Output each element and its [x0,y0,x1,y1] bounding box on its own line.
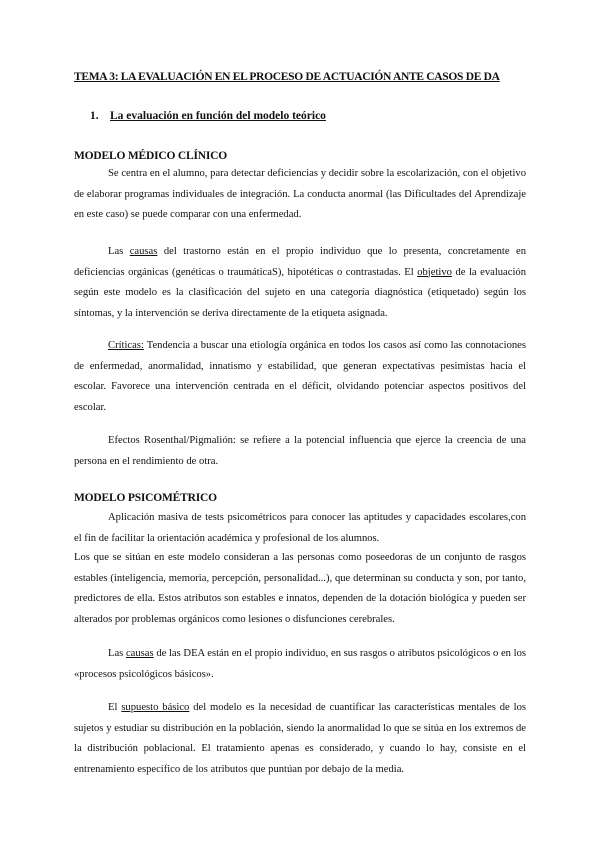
paragraph-supuesto-basico: El supuesto básico del modelo es la necesidad de cuantificar las características mentales de los sujetos y estudiar su distribución en la población, siendo la anormalidad lo que se sitúa en los extremos de la distribución poblacional. El tratamiento apenas es considerado, y cuando lo hay, consiste en el entrenamiento específico de los atributos que puntúan por debajo de la media. [74,702,526,775]
paragraph-medico-2: Las causas del trastorno están en el propio individuo que lo presenta, concretamente en deficiencias orgánicas (genéticas o traumáticaS), hipotéticas o contrastadas. El objetivo de la evaluación según este modelo es la clasificación del sujeto en una categoría diagnóstica (etiquetado) según los síntomas, y la intervención se deriva directamente de la etiqueta asignada. [74,246,527,319]
section-heading-psicometrico: MODELO PSICOMÉTRICO [74,492,217,504]
document-title: TEMA 3: LA EVALUACIÓN EN EL PROCESO DE ACTUACIÓN ANTE CASOS DE DA [74,71,500,83]
subheading [90,110,326,122]
section-heading-medico: MODELO MÉDICO CLÍNICO [74,150,227,162]
paragraph-psicometrico-1b: Los que se sitúan en este modelo consideran a las personas como poseedoras de un conjunto de rasgos estables (inteligencia, memoria, percepción, personalidad...), que determinan su conducta y son, por tanto, predictores de ella. Estos atributos son estables e innatos, dependen de la dotación biológica y pueden ser alterados por problemas orgánicos como lesiones o disfunciones cerebrales. [74,552,526,625]
paragraph-psicometrico-causas: Las causas de las DEA están en el propio individuo, en sus rasgos o atributos psicológicos o en los «procesos psicológicos básicos». [74,648,526,680]
paragraph-psicometrico-1: Aplicación masiva de tests psicométricos para conocer las aptitudes y capacidades escolares,con el fin de facilitar la orientación académica y profesional de los alumnos. [74,512,526,544]
paragraph-medico-1: Se centra en el alumno, para detectar deficiencias y decidir sobre la escolarización, con el objetivo de elaborar programas individuales de integración. La conducta anormal (las Dificultades del Aprendizaje en este caso) se puede comparar con una enfermedad. [74,168,526,220]
subheading-text: La evaluación en función del modelo teórico [110,110,326,122]
subheading-number: 1. [90,110,99,122]
paragraph-criticas: Críticas: Tendencia a buscar una etiología orgánica en todos los casos así como las connotaciones de enfermedad, anormalidad, innatismo y estabilidad, que generan expectativas pesimistas hacia el escolar. Favorece una intervención centrada en el déficit, olvidando potenciar aspectos positivos del escolar. [74,340,526,413]
paragraph-rosenthal: Efectos Rosenthal/Pigmalión: se refiere a la potencial influencia que ejerce la creencia de una persona en el rendimiento de otra. [74,435,526,467]
